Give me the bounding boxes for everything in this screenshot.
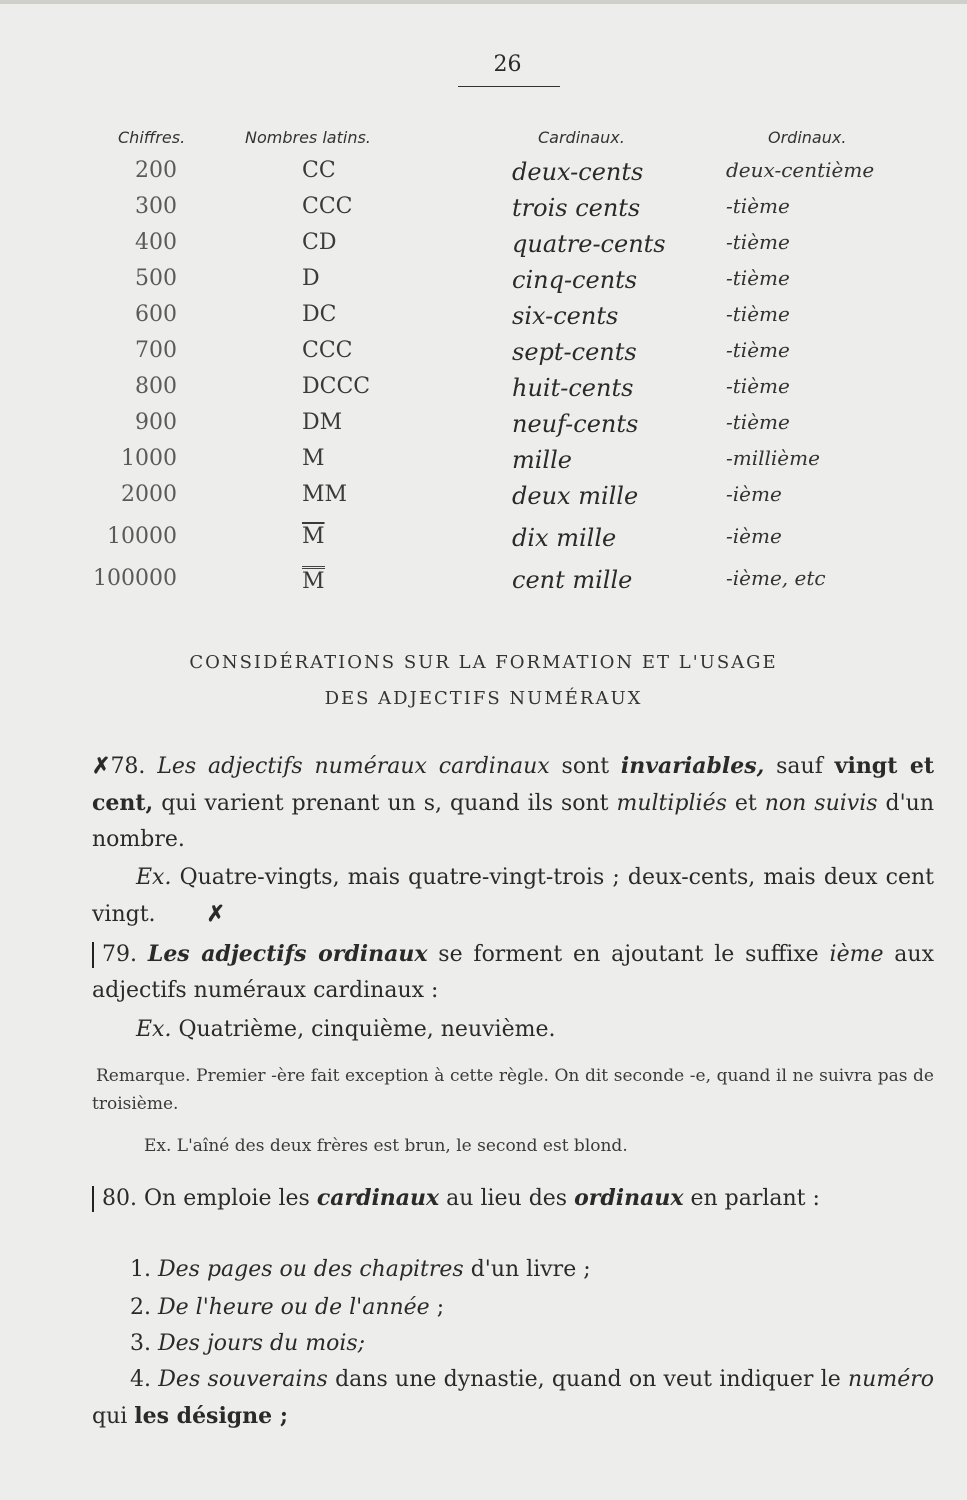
ordinal-cell: -tième xyxy=(726,230,790,254)
emphasis: De l'heure ou de l'année xyxy=(158,1295,430,1320)
figure-cell: 1000 xyxy=(121,446,177,471)
table-row xyxy=(0,524,967,560)
remark-example: Ex. L'aîné des deux frères est brun, le second est blond. xyxy=(144,1136,628,1156)
ordinal-cell: -tième xyxy=(726,266,790,290)
ordinal-cell: -tième xyxy=(726,410,790,434)
figure-cell: 700 xyxy=(135,338,177,363)
emphasis: numéro xyxy=(848,1367,934,1392)
emphasis: cardinaux xyxy=(316,1185,440,1211)
example-79 xyxy=(92,1012,934,1048)
emphasis: Des pages ou des chapitres xyxy=(158,1257,464,1282)
latin-cell: M xyxy=(302,446,325,471)
emphasis: Les adjectifs numéraux cardinaux xyxy=(157,754,550,779)
paragraph-number: 79. xyxy=(102,942,137,967)
text: et xyxy=(726,791,765,816)
table-row xyxy=(0,566,967,602)
text: d'un livre ; xyxy=(463,1257,591,1282)
table-row xyxy=(0,446,967,482)
ordinal-cell: -tième xyxy=(726,374,790,398)
header-ordinal: Ordinaux. xyxy=(768,128,847,147)
margin-bar xyxy=(92,942,94,968)
text: en parlant : xyxy=(683,1186,820,1211)
text: sont xyxy=(549,754,621,779)
list-item xyxy=(130,1290,934,1326)
header-cardinal: Cardinaux. xyxy=(538,128,625,147)
example-label: Ex. xyxy=(136,865,172,890)
list-item xyxy=(130,1326,934,1362)
figure-cell: 300 xyxy=(135,194,177,219)
text: aux adjectifs numéraux cardinaux : xyxy=(92,942,934,1003)
ordinal-cell: -tième xyxy=(726,302,790,326)
text: Quatre-vingts, mais quatre-vingt-trois ; deux-cents, mais deux cent vingt. xyxy=(92,865,934,927)
margin-bar xyxy=(92,1186,94,1212)
cardinal-cell: huit-cents xyxy=(512,374,634,402)
emphasis: non suivis xyxy=(764,791,878,816)
latin-cell: DCCC xyxy=(302,374,371,399)
figure-cell: 600 xyxy=(135,302,177,327)
ordinal-cell: -ième xyxy=(726,524,782,548)
figure-cell: 900 xyxy=(135,410,177,435)
emphasis: Des jours du mois; xyxy=(158,1331,366,1356)
latin-cell: CCC xyxy=(302,338,353,363)
example-label: Ex. xyxy=(136,1017,172,1042)
remark-label: Remarque. xyxy=(96,1066,191,1086)
cardinal-cell: quatre-cents xyxy=(512,230,666,258)
list-number: 2. xyxy=(130,1295,151,1320)
table-row xyxy=(0,302,967,338)
text: sauf xyxy=(764,754,835,779)
latin-cell: $\overline{M}$ xyxy=(302,524,325,549)
cardinal-cell: deux-cents xyxy=(512,158,644,186)
latin-cell: CCC xyxy=(302,194,353,219)
figure-cell: 500 xyxy=(135,266,177,291)
page-number: 26 xyxy=(493,52,522,77)
text: ; xyxy=(429,1295,445,1320)
text: d'un nombre. xyxy=(92,791,934,852)
cardinal-cell: neuf-cents xyxy=(512,410,639,438)
table-row xyxy=(0,410,967,446)
section-title-line1: CONSIDÉRATIONS SUR LA FORMATION ET L'USAGE xyxy=(189,652,778,673)
emphasis: Des souverains xyxy=(158,1367,328,1392)
text: se forment en ajoutant le suffixe xyxy=(427,942,830,967)
figure-cell: 200 xyxy=(135,158,177,183)
section-title-line2: DES ADJECTIFS NUMÉRAUX xyxy=(324,688,643,709)
text: qui varient prenant un s, quand ils sont xyxy=(153,791,617,816)
cardinal-cell: trois cents xyxy=(512,194,641,222)
emphasis: invariables, xyxy=(620,753,765,779)
list-item xyxy=(130,1252,934,1288)
paragraph-80 xyxy=(92,1180,934,1217)
latin-cell: DM xyxy=(302,410,343,435)
paragraph-number: 78. xyxy=(110,754,146,779)
latin-cell: DC xyxy=(302,302,337,327)
emphasis: ième xyxy=(829,942,884,967)
paragraph-78 xyxy=(92,748,934,858)
emphasis: vingt et cent, xyxy=(92,753,935,816)
page-number-rule xyxy=(458,86,560,87)
example-78 xyxy=(92,860,934,933)
remark xyxy=(92,1062,934,1118)
figure-cell: 800 xyxy=(135,374,177,399)
ordinal-cell: -ième xyxy=(726,482,782,506)
table-row xyxy=(0,158,967,194)
latin-cell: CC xyxy=(302,158,336,183)
text: dans une dynastie, quand on veut indiquer le xyxy=(327,1367,849,1392)
ordinal-cell: -tième xyxy=(726,338,790,362)
table-row xyxy=(0,482,967,518)
table-row xyxy=(0,194,967,230)
emphasis: les désigne ; xyxy=(134,1403,288,1429)
ordinal-cell: -tième xyxy=(726,194,790,218)
cardinal-cell: deux mille xyxy=(512,482,639,510)
list-item xyxy=(92,1362,934,1435)
top-border xyxy=(0,0,967,4)
text: Premier -ère fait exception à cette règle. On dit seconde -e, quand il ne suivra pas de troisième. xyxy=(92,1066,934,1114)
cardinal-cell: cinq-cents xyxy=(512,266,638,294)
cardinal-cell: mille xyxy=(512,446,572,474)
latin-cell: MM xyxy=(302,482,348,507)
latin-cell: M xyxy=(302,566,325,594)
header-latin: Nombres latins. xyxy=(245,128,371,147)
latin-cell: D xyxy=(302,266,320,291)
table-row xyxy=(0,338,967,374)
list-number: 3. xyxy=(130,1331,151,1356)
figure-cell: 100000 xyxy=(93,566,177,591)
text: au lieu des xyxy=(439,1186,575,1211)
text: On emploie les xyxy=(137,1186,317,1211)
table-row xyxy=(0,266,967,302)
ordinal-cell: -ième, etc xyxy=(726,566,826,590)
cardinal-cell: six-cents xyxy=(512,302,619,330)
cardinal-cell: dix mille xyxy=(512,524,617,552)
list-number: 1. xyxy=(130,1257,151,1282)
figure-cell: 2000 xyxy=(121,482,177,507)
header-figures: Chiffres. xyxy=(118,128,186,147)
text: Quatrième, cinquième, neuvième. xyxy=(171,1017,556,1042)
cross-mark-icon: ✗ xyxy=(206,901,225,927)
paragraph-79 xyxy=(92,936,934,1009)
latin-cell: CD xyxy=(302,230,337,255)
figure-cell: 400 xyxy=(135,230,177,255)
cardinal-cell: cent mille xyxy=(512,566,633,594)
emphasis: ordinaux xyxy=(574,1185,684,1211)
cardinal-cell: sept-cents xyxy=(512,338,637,366)
list-number: 4. xyxy=(130,1367,151,1392)
cross-mark-icon: ✗ xyxy=(92,753,111,779)
table-row xyxy=(0,374,967,410)
figure-cell: 10000 xyxy=(107,524,177,549)
ordinal-cell: -millième xyxy=(726,446,820,470)
paragraph-number: 80. xyxy=(102,1186,137,1211)
emphasis: multipliés xyxy=(616,791,727,816)
ordinal-cell: deux-centième xyxy=(726,158,875,182)
emphasis: Les adjectifs ordinaux xyxy=(147,941,428,967)
table-row xyxy=(0,230,967,266)
text: qui xyxy=(92,1404,135,1429)
